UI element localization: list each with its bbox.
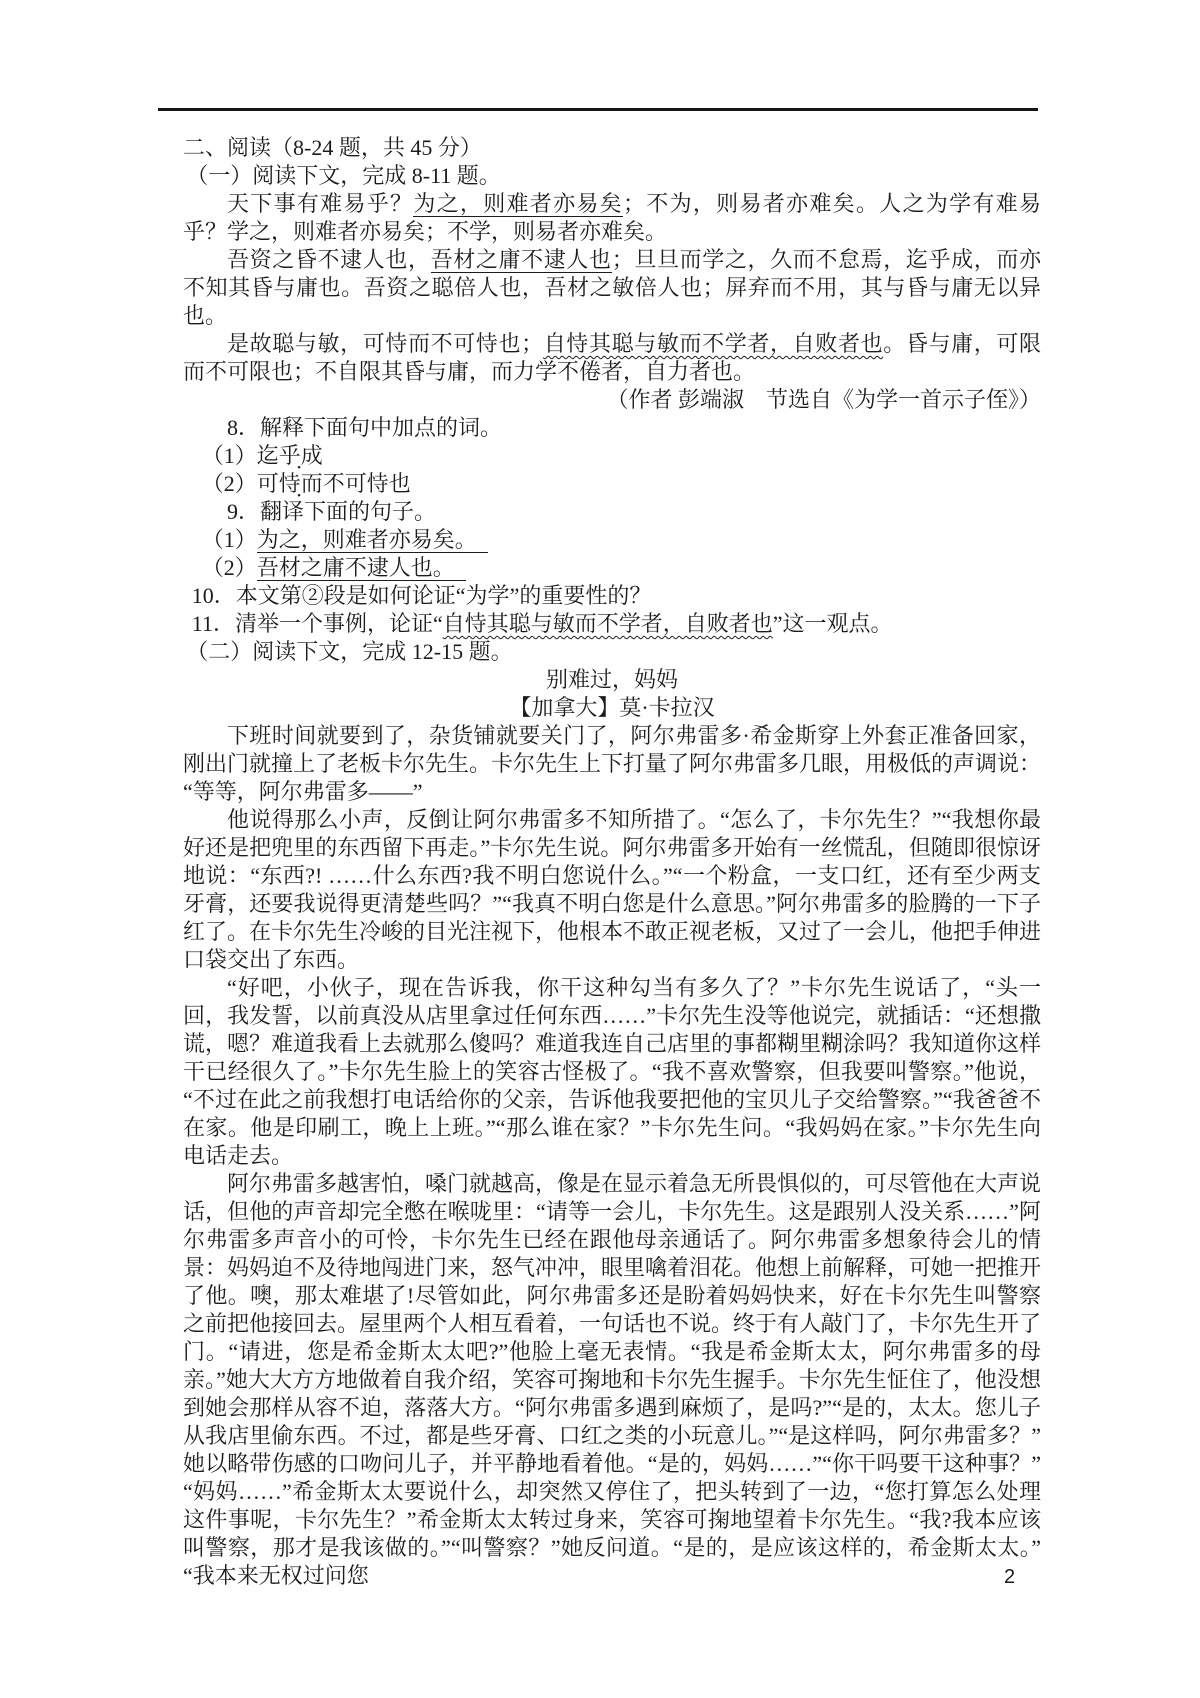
classical-paragraph-2	[183, 246, 1041, 330]
classical-paragraph-1	[183, 190, 1041, 246]
emphasis-dot-char: 乎	[278, 443, 301, 468]
question-9-item-1	[183, 526, 1041, 554]
story-title: 别难过，妈妈	[545, 667, 678, 692]
text-segment: （2）可	[201, 471, 279, 496]
text-segment: 天下事有难易乎？	[227, 191, 414, 216]
question-8-item-2	[183, 470, 1041, 498]
part-two-intro: （二）阅读下文，完成 12-15 题。	[186, 639, 513, 664]
question-9-item-2	[183, 554, 1041, 582]
passage-attribution: （作者 彭端淑 节选自《为学一首示子侄》）	[606, 387, 1041, 412]
question-11	[183, 610, 1041, 638]
emphasis-dot-char: 恃	[278, 471, 301, 496]
underlined-text: 吾材之庸不逮人也。	[256, 555, 466, 580]
text-segment: 11．清举一个事例，论证“	[191, 611, 443, 636]
page-content	[183, 134, 1041, 1590]
text-segment: （1）迄	[201, 443, 279, 468]
part-one-intro: （一）阅读下文，完成 8-11 题。	[186, 163, 501, 188]
story-paragraph-1: 下班时间就要到了，杂货铺就要关门了，阿尔弗雷多·希金斯穿上外套正准备回家，刚出门就撞上了老板卡尔先生。卡尔先生上下打量了阿尔弗雷多几眼，用极低的声调说：“等等，阿尔弗雷多——”	[183, 723, 1042, 804]
header-divider	[158, 108, 1038, 111]
text-segment: 吾资之昏不逮人也，	[227, 247, 431, 272]
classical-paragraph-3	[183, 330, 1041, 386]
text-segment: （1）	[201, 527, 257, 552]
text-segment: ；不为，则易者亦难矣。人之为学有难易乎？学之，则难者亦易矣；不学，则易者亦难矣。	[183, 191, 1041, 244]
text-segment: （2）	[201, 555, 257, 580]
story-paragraph-3: “好吧，小伙子，现在告诉我，你干这种勾当有多久了？”卡尔先生说话了，“头一回，我发誓，以前真没从店里拿过任何东西……”卡尔先生没等他说完，就插话：“还想撒谎，嗯？难道我看上去就那么傻吗？难道我连自己店里的事都糊里糊涂吗？我知道你这样干已经很久了。”卡尔先生脸上的笑容古怪极了。“我不喜欢警察，但我要叫警察。”他说，“不过在此之前我想打电话给你的父亲，告诉他我要把他的宝贝儿子交给警察。”“我爸爸不在家。他是印刷工，晚上上班。”“那么谁在家？”卡尔先生问。“我妈妈在家。”卡尔先生向电话走去。	[183, 975, 1042, 1168]
question-8-stem: 8．解释下面句中加点的词。	[227, 415, 503, 440]
wavy-underlined-text: 自恃其聪与敏而不学者，自败者也	[543, 331, 884, 356]
underlined-text: 为之，则难者亦易矣	[413, 191, 623, 216]
section-heading: 二、阅读（8-24 题，共 45 分）	[183, 135, 482, 160]
wavy-underlined-text: 自恃其聪与敏而不学者，自败者也	[442, 611, 773, 636]
page-number: 2	[1004, 1566, 1016, 1588]
text-segment: 是故聪与敏，可恃而不可恃也；	[227, 331, 544, 356]
text-segment: 而不可恃也	[300, 471, 411, 496]
story-author: 【加拿大】莫·卡拉汉	[509, 695, 715, 720]
question-9-stem: 9．翻译下面的句子。	[227, 499, 437, 524]
question-8-item-1	[183, 442, 1041, 470]
story-paragraph-2: 他说得那么小声，反倒让阿尔弗雷多不知所措了。“怎么了，卡尔先生？”“我想你最好还是把兜里的东西留下再走。”卡尔先生说。阿尔弗雷多开始有一丝慌乱，但随即很惊讶地说：“东西?! ……什么东西?我不明白您说什么。”“一个粉盒，一支口红，还有至少两支牙膏，还要我说得更清楚些吗？”“我真不明白您是什么意思。”阿尔弗雷多的脸腾的一下子红了。在卡尔先生冷峻的目光注视下，他根本不敢正视老板，又过了一会儿，他把手伸进口袋交出了东西。	[183, 807, 1042, 972]
text-segment: ”这一观点。	[772, 611, 893, 636]
underlined-text: 为之，则难者亦易矣。	[256, 527, 488, 552]
question-10: 10．本文第②段是如何论证“为学”的重要性的？	[191, 583, 652, 608]
text-segment: 成	[300, 443, 323, 468]
text-segment: 。昏与庸，可限而不可限也；不自限其昏与庸，而力学不倦者，自力者也。	[183, 331, 1041, 384]
underlined-text: 吾材之庸不逮人也	[430, 247, 612, 272]
text-segment: ；旦旦而学之，久而不怠焉，迄乎成，而亦不知其昏与庸也。吾资之聪倍人也，吾材之敏倍人也；屏弃而不用，其与昏与庸无以异也。	[183, 247, 1041, 328]
story-paragraph-4: 阿尔弗雷多越害怕，嗓门就越高，像是在显示着急无所畏惧似的，可尽管他在大声说话，但他的声音却完全憋在喉咙里：“请等一会儿，卡尔先生。这是跟别人没关系……”阿尔弗雷多声音小的可怜，卡尔先生已经在跟他母亲通话了。阿尔弗雷多想象待会儿的情景：妈妈迫不及待地闯进门来，怒气冲冲，眼里噙着泪花。他想上前解释，可她一把推开了他。噢，那太难堪了!尽管如此，阿尔弗雷多还是盼着妈妈快来，好在卡尔先生叫警察之前把他接回去。屋里两个人相互看着，一句话也不说。终于有人敲门了，卡尔先生开了门。“请进，您是希金斯太太吧?”他脸上毫无表情。“我是希金斯太太，阿尔弗雷多的母亲。”她大大方方地做着自我介绍，笑容可掬地和卡尔先生握手。卡尔先生怔住了，他没想到她会那样从容不迫，落落大方。“阿尔弗雷多遇到麻烦了，是吗?”“是的，太太。您儿子从我店里偷东西。不过，都是些牙膏、口红之类的小玩意儿。”“是这样吗，阿尔弗雷多？”她以略带伤感的口吻问儿子，并平静地看着他。“是的，妈妈……”“你干吗要干这种事？”“妈妈……”希金斯太太要说什么，却突然又停住了，把头转到了一边，“您打算怎么处理这件事呢，卡尔先生？”希金斯太太转过身来，笑容可掬地望着卡尔先生。“我?我本应该叫警察，那才是我该做的。”“叫警察？”她反问道。“是的，是应该这样的，希金斯太太。”“我本来无权过问您	[183, 1171, 1042, 1588]
